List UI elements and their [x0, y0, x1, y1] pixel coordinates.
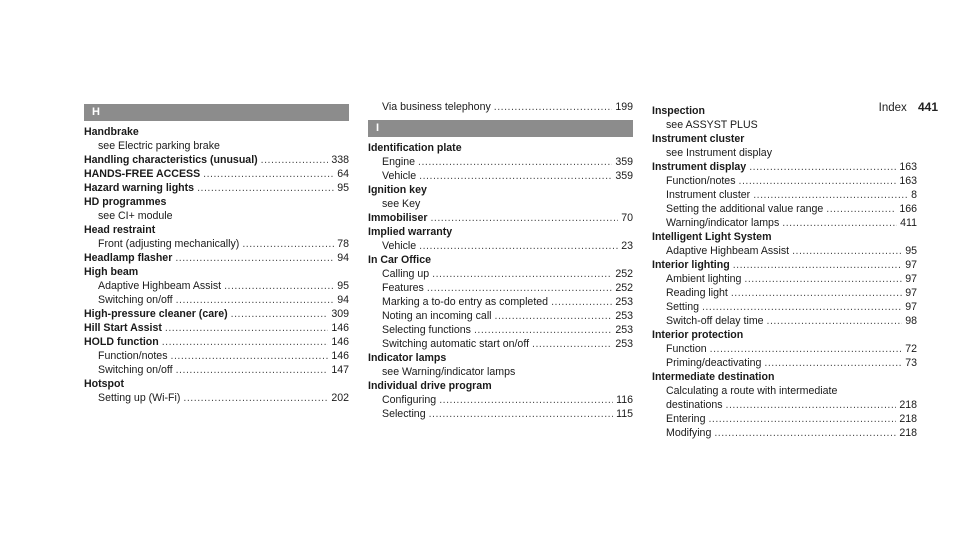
entry-label: Headlamp flasher — [84, 252, 173, 264]
leader-dots — [175, 251, 334, 265]
entry-label: Ambient lighting — [666, 273, 742, 285]
index-main-entry[interactable] — [84, 321, 349, 335]
entry-label: Adaptive Highbeam Assist — [666, 245, 790, 257]
leader-dots — [826, 202, 896, 216]
index-sub-entry[interactable] — [368, 393, 633, 407]
index-sub-entry[interactable] — [368, 323, 633, 337]
page-reference[interactable]: 146 — [331, 336, 349, 348]
entry-label: HANDS-FREE ACCESS — [84, 168, 201, 180]
index-main-entry: Head restraint — [84, 224, 156, 236]
leader-dots — [782, 216, 897, 230]
index-main-entry: Indicator lamps — [368, 352, 447, 364]
entry-label: HOLD function — [84, 336, 159, 348]
page-reference[interactable]: 146 — [331, 350, 349, 362]
index-see-reference: see Instrument display — [666, 147, 772, 159]
entry-label: Via business telephony — [382, 101, 491, 113]
page-reference[interactable]: 95 — [905, 245, 917, 257]
entry-label: Setting up (Wi-Fi) — [98, 392, 181, 404]
index-main-entry[interactable] — [84, 167, 349, 181]
entry-label: Adaptive Highbeam Assist — [98, 280, 222, 292]
entry-label: Marking a to-do entry as completed — [382, 296, 549, 308]
page-reference[interactable]: 253 — [615, 310, 633, 322]
index-main-entry: Inspection — [652, 105, 705, 117]
index-sub-entry[interactable] — [84, 391, 349, 405]
page-reference[interactable]: 8 — [911, 189, 917, 201]
leader-dots — [733, 258, 903, 272]
index-letter-heading: I — [368, 120, 633, 137]
index-main-entry[interactable] — [84, 251, 349, 265]
entry-label: Setting the additional value range — [666, 203, 824, 215]
page-reference[interactable]: 116 — [616, 394, 633, 406]
entry-label: Selecting functions — [382, 324, 471, 336]
index-sub-entry[interactable] — [652, 202, 917, 216]
page-reference[interactable]: 163 — [899, 175, 917, 187]
index-main-entry: Intermediate destination — [652, 371, 775, 383]
page-reference[interactable]: 97 — [905, 259, 917, 271]
leader-dots — [203, 167, 334, 181]
page-number: 441 — [917, 100, 938, 114]
index-main-entry: Individual drive program — [368, 380, 492, 392]
leader-dots — [224, 279, 334, 293]
index-main-entry: High beam — [84, 266, 139, 278]
index-sub-entry[interactable] — [652, 412, 917, 426]
page-reference[interactable]: 70 — [621, 212, 633, 224]
leader-dots — [242, 237, 334, 251]
entry-label: Configuring — [382, 394, 437, 406]
page-reference[interactable]: 94 — [337, 294, 349, 306]
index-sub-entry[interactable] — [652, 426, 917, 440]
leader-dots — [432, 267, 612, 281]
index-sub-entry[interactable] — [368, 337, 633, 351]
index-main-entry: Instrument cluster — [652, 133, 745, 145]
page-reference[interactable]: 97 — [905, 273, 917, 285]
entry-label: Switching on/off — [98, 364, 173, 376]
leader-dots — [749, 160, 896, 174]
index-main-entry: Identification plate — [368, 142, 462, 154]
index-sub-entry[interactable] — [652, 216, 917, 230]
page-reference[interactable]: 253 — [615, 296, 633, 308]
entry-label: Setting — [666, 301, 699, 313]
page-reference[interactable]: 309 — [331, 308, 349, 320]
index-sub-entry[interactable] — [652, 300, 917, 314]
leader-dots — [753, 188, 908, 202]
leader-dots — [708, 412, 896, 426]
index-sub-entry[interactable] — [84, 349, 349, 363]
page-reference[interactable]: 94 — [337, 252, 349, 264]
index-main-entry[interactable] — [652, 160, 917, 174]
leader-dots — [726, 398, 897, 412]
index-sub-entry[interactable] — [652, 286, 917, 300]
page-reference[interactable]: 253 — [615, 338, 633, 350]
index-sub-entry[interactable] — [84, 237, 349, 251]
index-see-reference: Calculating a route with intermediate — [666, 385, 838, 397]
index-sub-entry[interactable] — [652, 188, 917, 202]
index-see-reference: see CI+ module — [98, 210, 173, 222]
index-see-reference: see Warning/indicator lamps — [382, 366, 516, 378]
leader-dots — [231, 307, 329, 321]
page-reference[interactable]: 78 — [337, 238, 349, 250]
page-reference[interactable]: 252 — [615, 282, 633, 294]
page-reference[interactable]: 147 — [331, 364, 349, 376]
page-reference[interactable]: 253 — [615, 324, 633, 336]
entry-label: Handling characteristics (unusual) — [84, 154, 258, 166]
index-main-entry[interactable] — [84, 181, 349, 195]
index-sub-entry[interactable] — [84, 293, 349, 307]
index-see-reference: see Electric parking brake — [98, 140, 220, 152]
page-reference[interactable]: 95 — [337, 182, 349, 194]
index-main-entry: Handbrake — [84, 126, 139, 138]
leader-dots — [430, 211, 618, 225]
page-reference[interactable]: 115 — [616, 408, 633, 420]
index-sub-entry[interactable] — [368, 100, 633, 114]
page-reference[interactable]: 73 — [905, 357, 917, 369]
entry-label: Reading light — [666, 287, 728, 299]
index-sub-entry[interactable] — [652, 174, 917, 188]
entry-label: Function — [666, 343, 707, 355]
section-title: Index — [878, 102, 907, 114]
page-reference[interactable]: 202 — [331, 392, 349, 404]
entry-label: Switch-off delay time — [666, 315, 764, 327]
page-reference[interactable]: 146 — [331, 322, 349, 334]
leader-dots — [532, 337, 612, 351]
index-sub-entry[interactable] — [84, 279, 349, 293]
index-sub-entry[interactable] — [368, 295, 633, 309]
entry-label: Hill Start Assist — [84, 322, 162, 334]
index-sub-entry[interactable] — [652, 398, 917, 412]
index-main-entry: In Car Office — [368, 254, 431, 266]
page-reference[interactable]: 338 — [331, 154, 349, 166]
index-main-entry: Implied warranty — [368, 226, 453, 238]
entry-label: Instrument display — [652, 161, 747, 173]
entry-label: Switching automatic start on/off — [382, 338, 530, 350]
page-reference[interactable]: 97 — [905, 301, 917, 313]
leader-dots — [419, 169, 612, 183]
index-sub-entry[interactable] — [652, 314, 917, 328]
leader-dots — [474, 323, 612, 337]
page-reference[interactable]: 64 — [337, 168, 349, 180]
leader-dots — [183, 391, 328, 405]
entry-label: Switching on/off — [98, 294, 173, 306]
leader-dots — [702, 300, 902, 314]
index-main-entry: HD programmes — [84, 196, 167, 208]
page-reference[interactable]: 218 — [899, 399, 917, 411]
index-sub-entry[interactable] — [84, 363, 349, 377]
entry-label: Interior lighting — [652, 259, 730, 271]
leader-dots — [439, 393, 613, 407]
page-reference[interactable]: 359 — [615, 170, 633, 182]
entry-label: Instrument cluster — [666, 189, 751, 201]
index-sub-entry[interactable] — [652, 356, 917, 370]
index-letter-heading: H — [84, 104, 349, 121]
entry-label: Noting an incoming call — [382, 310, 492, 322]
entry-label: Vehicle — [382, 240, 417, 252]
index-main-entry[interactable] — [84, 307, 349, 321]
leader-dots — [427, 281, 613, 295]
index-column-2 — [368, 100, 633, 421]
index-sub-entry[interactable] — [368, 281, 633, 295]
page-reference[interactable]: 95 — [337, 280, 349, 292]
leader-dots — [551, 295, 612, 309]
entry-label: Function/notes — [666, 175, 736, 187]
index-sub-entry[interactable] — [368, 267, 633, 281]
index-sub-entry[interactable] — [368, 155, 633, 169]
page-reference[interactable]: 218 — [899, 413, 917, 425]
leader-dots — [162, 335, 329, 349]
entry-label: Entering — [666, 413, 706, 425]
page-reference[interactable]: 166 — [899, 203, 917, 215]
page-reference[interactable]: 411 — [900, 217, 917, 229]
index-main-entry: Ignition key — [368, 184, 427, 196]
leader-dots — [171, 349, 329, 363]
leader-dots — [739, 174, 897, 188]
entry-label: Calling up — [382, 268, 430, 280]
page-reference[interactable]: 199 — [615, 101, 633, 113]
index-sub-entry[interactable] — [652, 244, 917, 258]
index-sub-entry[interactable] — [368, 169, 633, 183]
entry-label: Priming/deactivating — [666, 357, 762, 369]
leader-dots — [792, 244, 902, 258]
page-reference[interactable]: 252 — [615, 268, 633, 280]
page-reference[interactable]: 218 — [899, 427, 917, 439]
entry-label: Function/notes — [98, 350, 168, 362]
page-reference[interactable]: 163 — [899, 161, 917, 173]
entry-label: Immobiliser — [368, 212, 428, 224]
entry-label: Modifying — [666, 427, 712, 439]
leader-dots — [418, 155, 612, 169]
entry-label: Features — [382, 282, 424, 294]
index-see-reference: see ASSYST PLUS — [666, 119, 758, 131]
leader-dots — [767, 314, 903, 328]
leader-dots — [176, 363, 329, 377]
index-sub-entry[interactable] — [368, 239, 633, 253]
leader-dots — [494, 100, 613, 114]
page-reference[interactable]: 23 — [621, 240, 633, 252]
index-column-3 — [652, 104, 917, 440]
leader-dots — [744, 272, 902, 286]
leader-dots — [165, 321, 328, 335]
entry-label: Hazard warning lights — [84, 182, 195, 194]
leader-dots — [429, 407, 614, 421]
index-main-entry: Hotspot — [84, 378, 125, 390]
leader-dots — [197, 181, 334, 195]
entry-label: Vehicle — [382, 170, 417, 182]
leader-dots — [710, 342, 903, 356]
index-main-entry[interactable] — [368, 211, 633, 225]
leader-dots — [495, 309, 613, 323]
index-sub-entry[interactable] — [368, 309, 633, 323]
index-main-entry[interactable] — [84, 153, 349, 167]
entry-label: Warning/indicator lamps — [666, 217, 780, 229]
leader-dots — [731, 286, 902, 300]
leader-dots — [764, 356, 902, 370]
index-sub-entry[interactable] — [368, 407, 633, 421]
leader-dots — [714, 426, 896, 440]
leader-dots — [176, 293, 335, 307]
page-reference[interactable]: 97 — [905, 287, 917, 299]
index-main-entry[interactable] — [84, 335, 349, 349]
entry-label: Engine — [382, 156, 415, 168]
page-reference[interactable]: 359 — [615, 156, 633, 168]
index-main-entry[interactable] — [652, 258, 917, 272]
entry-label: High-pressure cleaner (care) — [84, 308, 228, 320]
index-main-entry: Interior protection — [652, 329, 744, 341]
index-sub-entry[interactable] — [652, 272, 917, 286]
leader-dots — [419, 239, 618, 253]
index-column-1 — [84, 104, 349, 405]
page-reference[interactable]: 98 — [905, 315, 917, 327]
leader-dots — [261, 153, 329, 167]
index-see-reference: see Key — [382, 198, 421, 210]
index-main-entry: Intelligent Light System — [652, 231, 772, 243]
page-reference[interactable]: 72 — [905, 343, 917, 355]
index-sub-entry[interactable] — [652, 342, 917, 356]
entry-label: destinations — [666, 399, 723, 411]
entry-label: Front (adjusting mechanically) — [98, 238, 240, 250]
entry-label: Selecting — [382, 408, 426, 420]
